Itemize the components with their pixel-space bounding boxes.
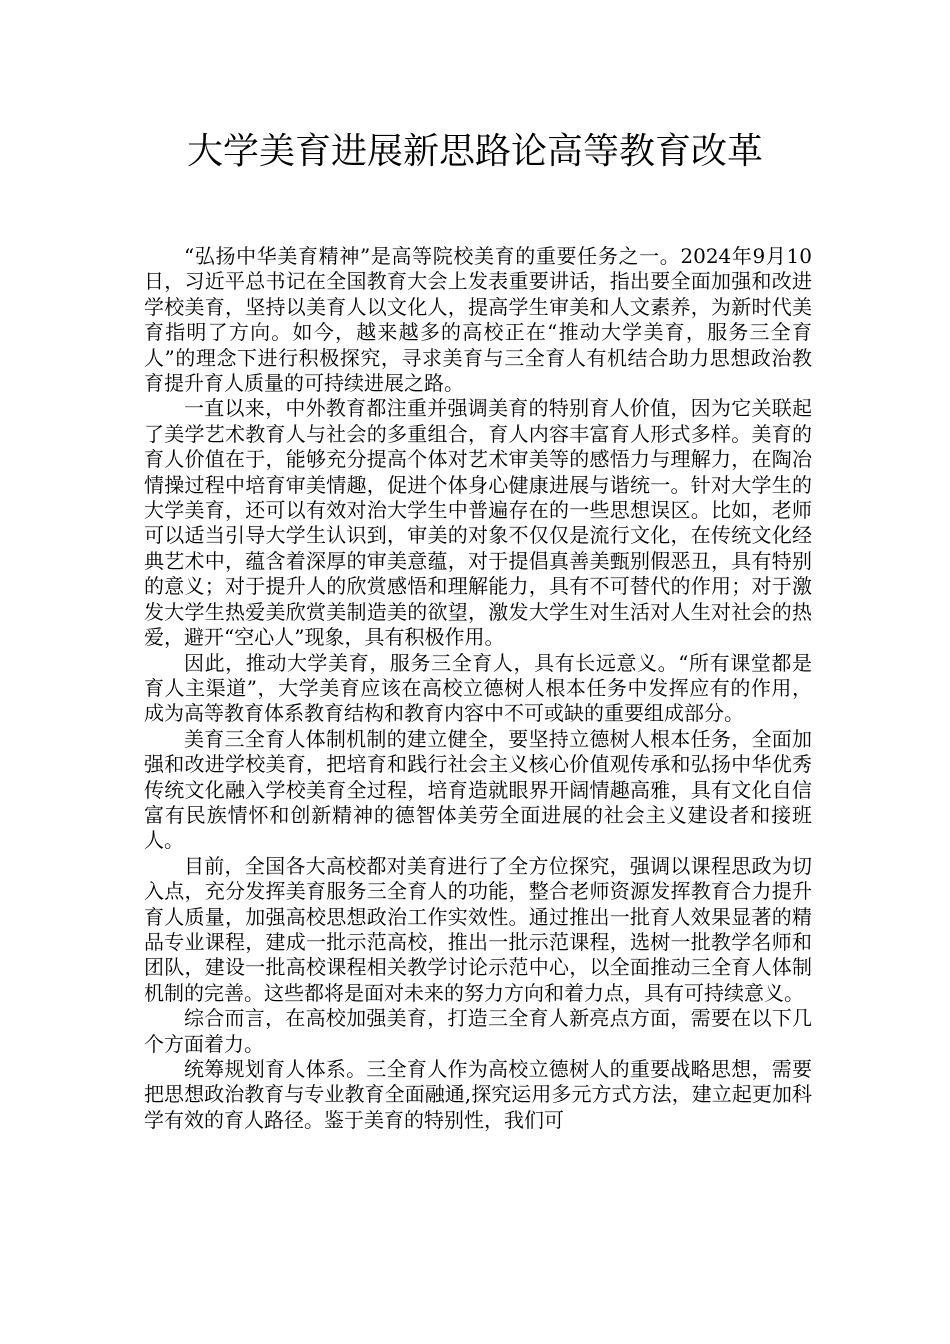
paragraph: 目前，全国各大高校都对美育进行了全方位探究，强调以课程思政为切入点，充分发挥美育服务三全育人的功能，整合老师资源发挥教育合力提升育人质量，加强高校思想政治工作实效性。通过推出一批育人效果显著的精品专业课程，建成一批示范高校，推出一批示范课程，选树一批教学名师和团队，建设一批高校课程相关教学讨论示范中心，以全面推动三全育人体制机制的完善。这些都将是面对未来的努力方向和着力点，具有可持续意义。	[144, 853, 812, 1005]
document-title: 大学美育进展新思路论高等教育改革	[186, 131, 763, 172]
paragraph: 一直以来，中外教育都注重并强调美育的特别育人价值，因为它关联起了美学艺术教育人与社会的多重组合，育人内容丰富育人形式多样。美育的育人价值在于，能够充分提高个体对艺术审美等的感悟力与理解力，在陶冶情操过程中培育审美情趣，促进个体身心健康进展与谐统一。针对大学生的大学美育，还可以有效对治大学生中普遍存在的一些思想误区。比如，老师可以适当引导大学生认识到，审美的对象不仅仅是流行文化，在传统文化经典艺术中，蕴含着深厚的审美意蕴，对于提倡真善美甄别假恶丑，具有特别的意义；对于提升人的欣赏感悟和理解能力，具有不可替代的作用；对于激发大学生热爱美欣赏美制造美的欲望，激发大学生对生活对人生对社会的热爱，避开“空心人”现象，具有积极作用。	[144, 396, 812, 650]
paragraph: 综合而言，在高校加强美育，打造三全育人新亮点方面，需要在以下几个方面着力。	[144, 1006, 812, 1056]
paragraph: “弘扬中华美育精神”是高等院校美育的重要任务之一。2024年9月10日，习近平总书记在全国教育大会上发表重要讲话，指出要全面加强和改进学校美育，坚持以美育人以文化人，提高学生审美和人文素养，为新时代美育指明了方向。如今，越来越多的高校正在“推动大学美育，服务三全育人”的理念下进行积极探究，寻求美育与三全育人有机结合助力思想政治教育提升育人质量的可持续进展之路。	[144, 244, 812, 396]
paragraph: 美育三全育人体制机制的建立健全，要坚持立德树人根本任务，全面加强和改进学校美育，把培育和践行社会主义核心价值观传承和弘扬中华优秀传统文化融入学校美育全过程，培育造就眼界开阔情趣高雅，具有文化自信富有民族情怀和创新精神的德智体美劳全面进展的社会主义建设者和接班人。	[144, 726, 812, 853]
paragraph: 统筹规划育人体系。三全育人作为高校立德树人的重要战略思想，需要把思想政治教育与专业教育全面融通,探究运用多元方式方法，建立起更加科学有效的育人路径。鉴于美育的特别性，我们可	[144, 1057, 812, 1132]
paragraph: 因此，推动大学美育，服务三全育人，具有长远意义。“所有课堂都是育人主渠道”，大学美育应该在高校立德树人根本任务中发挥应有的作用，成为高等教育体系教育结构和教育内容中不可或缺的重要组成部分。	[144, 650, 812, 726]
document-body	[144, 244, 812, 1133]
